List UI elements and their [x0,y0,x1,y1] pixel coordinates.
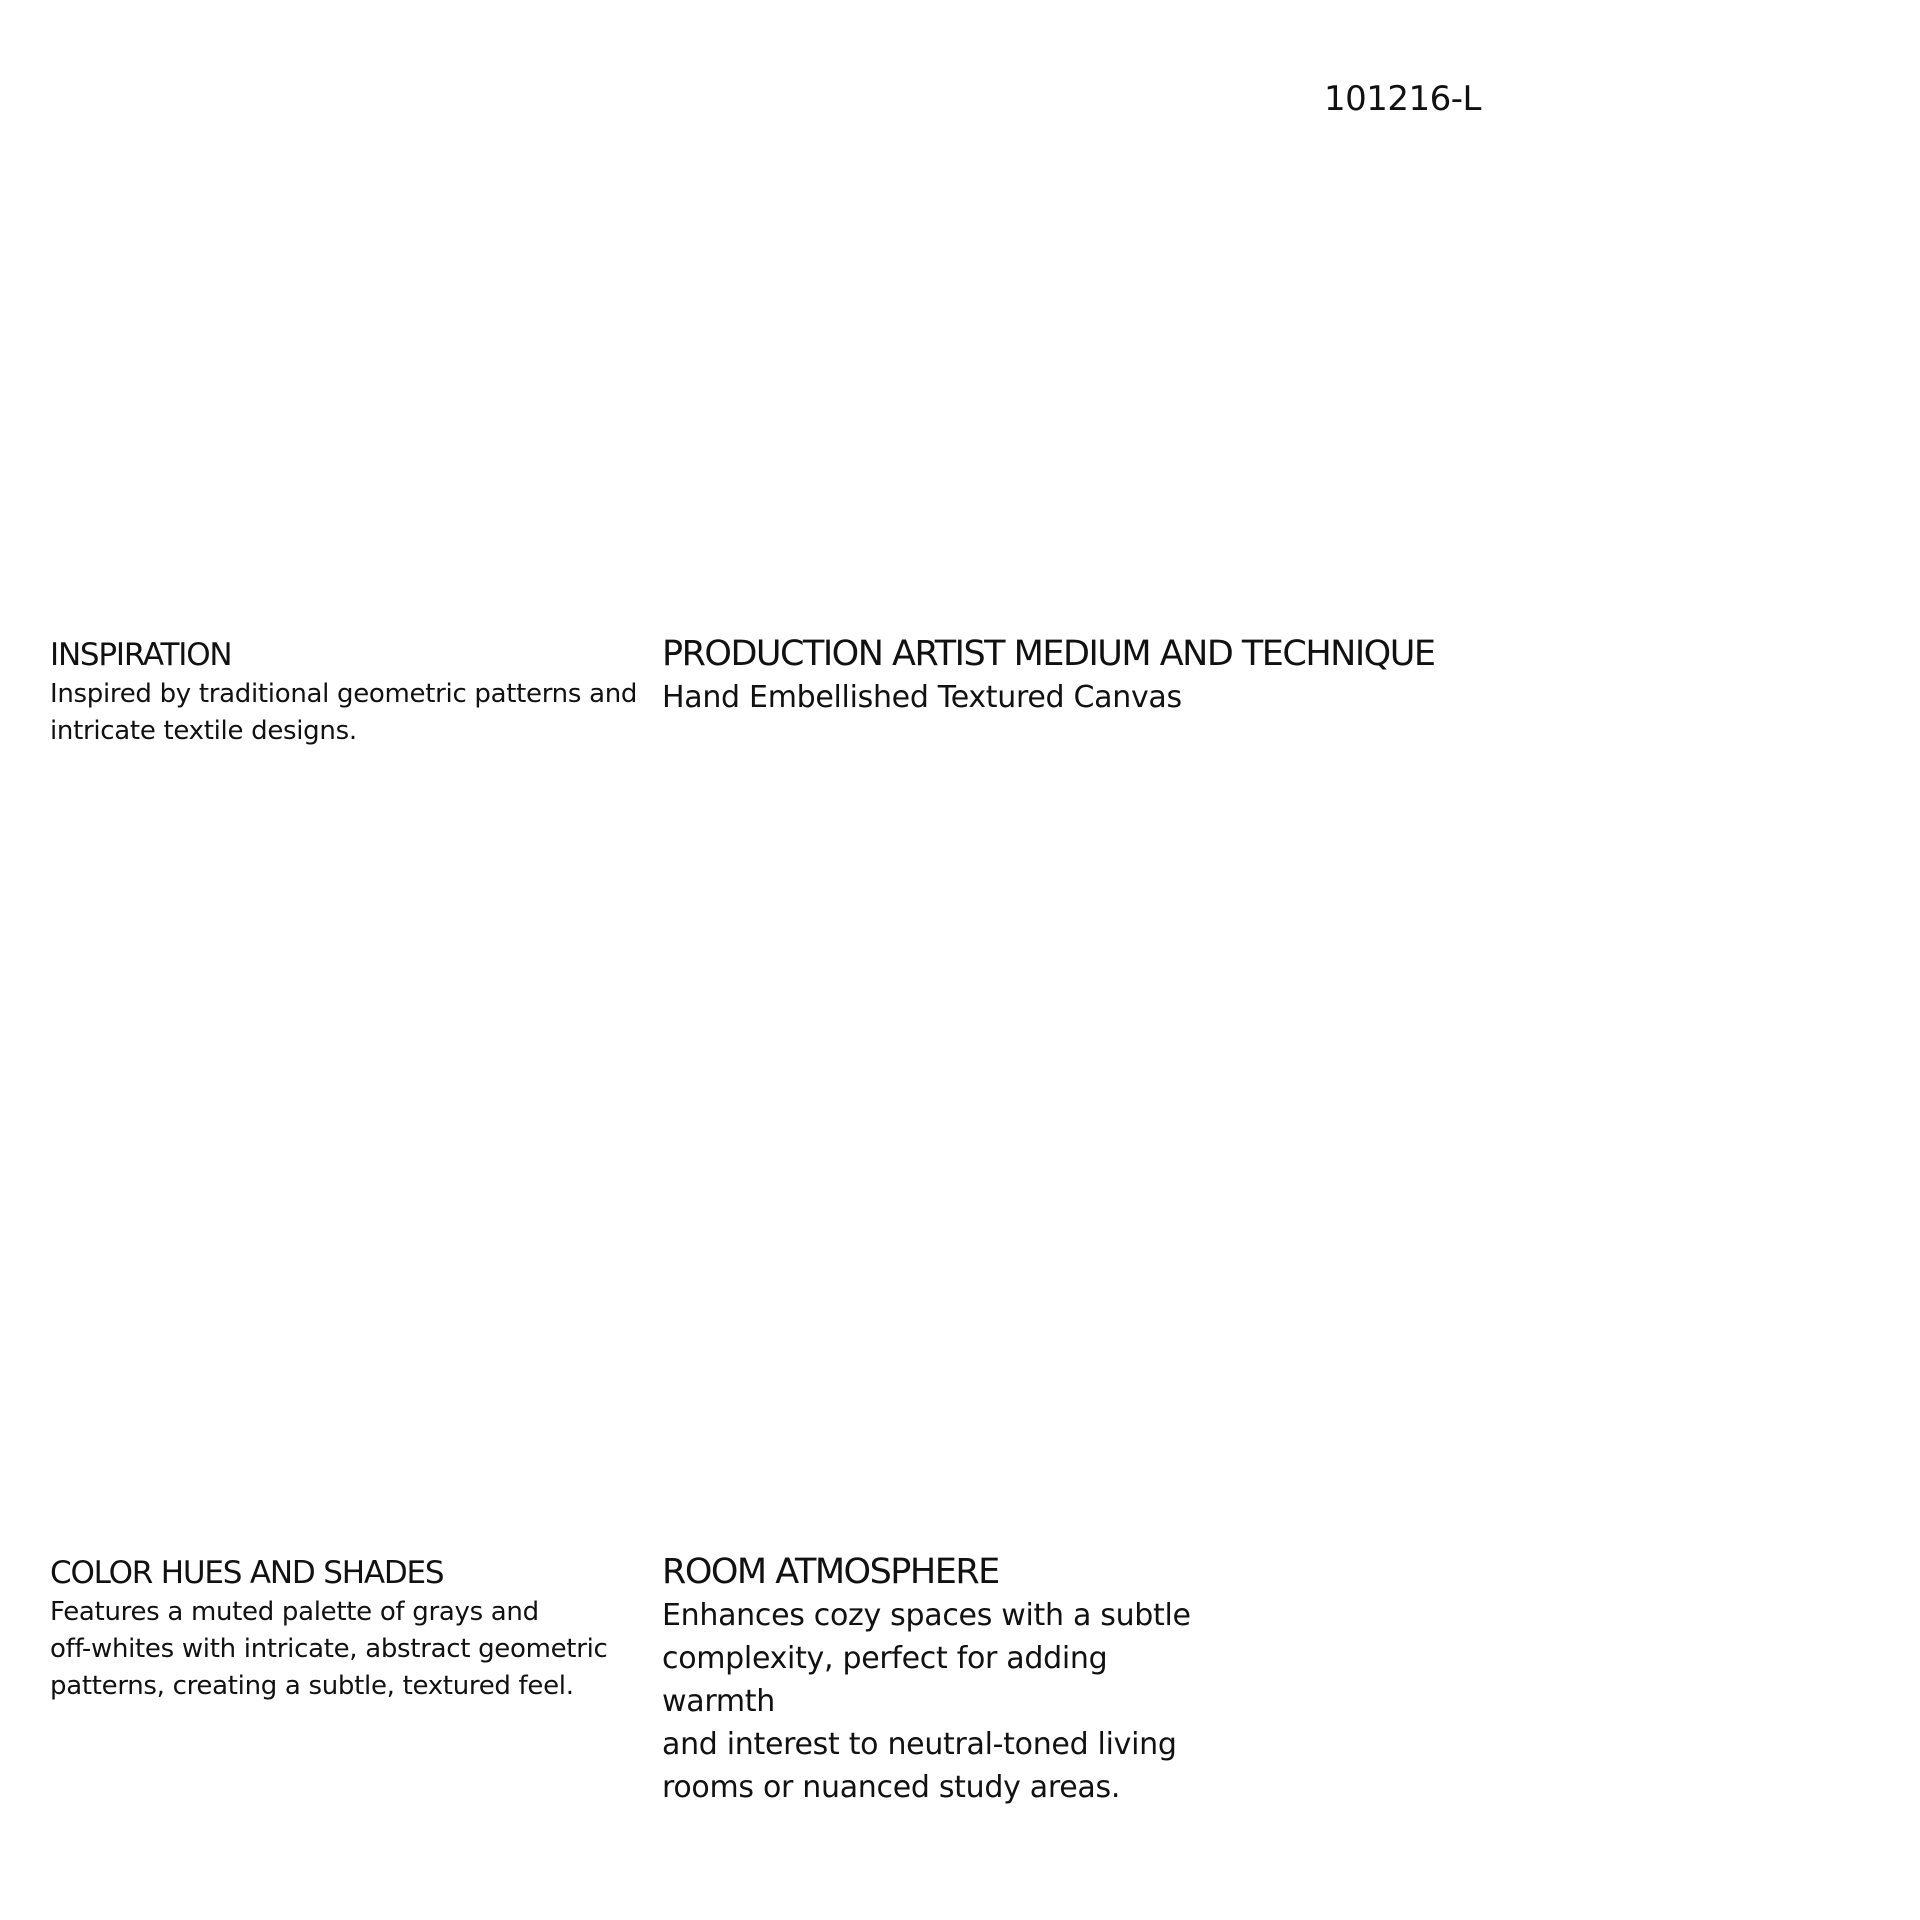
medium-technique-text [662,676,1522,719]
room-atmosphere-text [662,1594,1222,1809]
room-atmosphere-line: complexity, perfect for adding warmth [662,1641,1108,1719]
medium-technique-section [662,632,1522,719]
room-atmosphere-section [662,1550,1222,1809]
inspiration-title: INSPIRATION [50,637,232,673]
inspiration-text [50,676,650,750]
room-atmosphere-line: and interest to neutral-toned living [662,1727,1177,1762]
room-atmosphere-title: ROOM ATMOSPHERE [662,1552,999,1592]
color-hues-line: off-whites with intricate, abstract geometric [50,1634,608,1664]
color-hues-line: Features a muted palette of grays and [50,1597,539,1627]
room-atmosphere-line: rooms or nuanced study areas. [662,1770,1121,1805]
product-code: 101216-L [1324,79,1482,119]
medium-technique-line: Hand Embellished Textured Canvas [662,680,1182,715]
inspiration-line: Inspired by traditional geometric patterns and [50,679,638,709]
medium-technique-title: PRODUCTION ARTIST MEDIUM AND TECHNIQUE [662,634,1435,674]
color-hues-text [50,1594,650,1705]
color-hues-section [50,1552,650,1705]
color-hues-title: COLOR HUES AND SHADES [50,1555,444,1591]
inspiration-section [50,634,650,750]
inspiration-line: intricate textile designs. [50,716,357,746]
room-atmosphere-line: Enhances cozy spaces with a subtle [662,1598,1191,1633]
color-hues-line: patterns, creating a subtle, textured feel. [50,1671,574,1701]
